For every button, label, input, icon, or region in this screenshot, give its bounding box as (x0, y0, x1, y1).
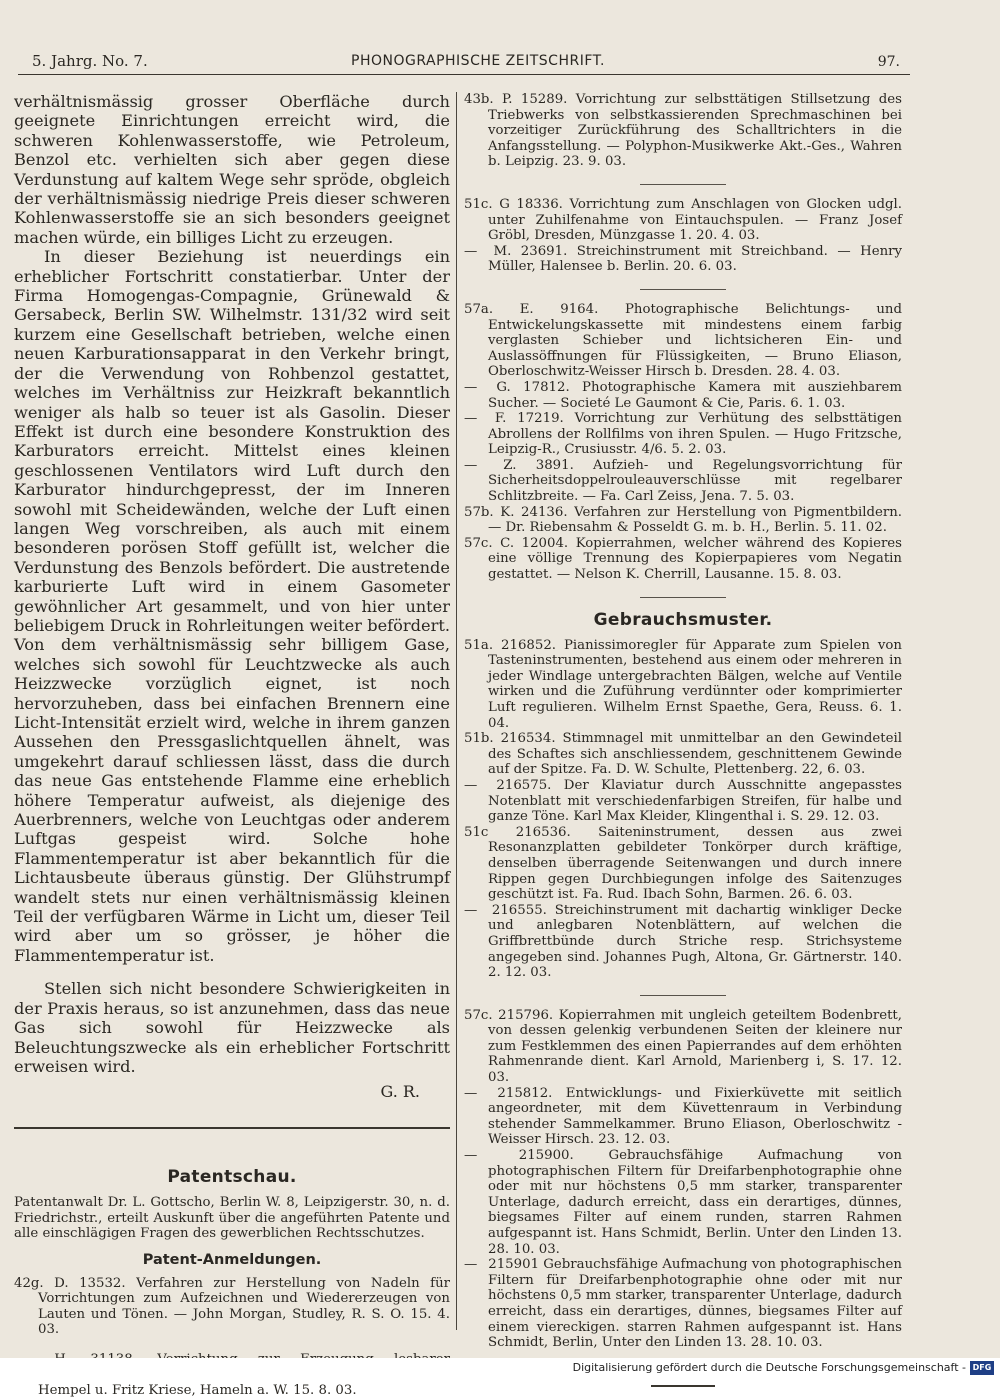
right-column (464, 92, 902, 1351)
patentschau-title: Patentschau. (167, 1167, 297, 1188)
article-paragraph-2: In dieser Beziehung ist neuerdings ein erheblicher Fortschritt constatierbar. Unter der Firma Homogengas-Compagnie, Grünewald & Gersabeck, Berlin SW. Wilhelmstr. 131/32 wird seit kurzem eine Gesellschaft betrieben, welche einen neuen Karburationsapparat in den Verkehr bringt, der die Verwendung von Rohbenzol gestattet, welches im Verhältniss zur Heizkraft bekanntlich weniger als halb so teuer ist als Gasolin. Dieser Effekt ist durch eine besondere Konstruktion des Karburators erreicht. Mittelst eines kleinen geschlossenen Ventilators wird Luft durch den Karburator hindurchgepresst, der im Inneren sowohl mit Scheidewänden, welche der Luft einen langen Weg vorschreiben, als auch mit einem besonderen porösen Stoff gefüllt ist, welcher die Verdunstung des Benzols befördert. Die austretende karburierte Luft wird in einem Gasometer gewöhnlicher Art gesammelt, und von hier unter beliebigem Druck in Rohrleitungen weiter befördert. Von dem verhältnismässig sehr billigem Gase, welches sich sowohl für Leuchtzwecke als auch Heizzwecke vorzüglich eignet, ist noch hervorzuheben, dass bei einfachen Brennern eine Licht-Intensität erzielt wird, welche in ihrem ganzen Aussehen den Pressgaslichtquellen ähnelt, was umgekehrt darauf schliessen lässt, dass die durch das neue Gas entstehende Flamme eine erheblich höhere Temperatur aufweist, als diejenige des Auerbrenners, welche von Leuchtgas oder anderem Luftgas gespeist wird. Solche hohe Flammentemperatur ist aber bekanntlich für die Lichtausbeute überaus günstig. Der Glühstrumpf wandelt stets nur einen verhältnismässig kleinen Teil der verfügbaren Wärme in Licht um, dieser Teil wird aber um so grösser, je höher die Flammentemperatur ist. (14, 247, 450, 965)
column-divider (456, 92, 457, 1330)
list-item: — 216575. Der Klaviatur durch Ausschnitte angepasstes Notenblatt mit verschiedenfarbigen Streifen, für halbe und ganze Töne. Karl Max Kleider, Klingenthal i. S. 29. 12. 03. (464, 777, 902, 825)
list-item: 57c. 215796. Kopierrahmen mit ungleich geteiltem Bodenbrett, von dessen gelenkig verbundenen Seiten der kleinere nur zum Festklemmen des einen Papierrandes auf dem erhöhten Rahmenrande dient. Karl Arnold, Marienberg i, S. 17. 12. 03. (464, 1007, 902, 1086)
list-item: 57a. E. 9164. Photographische Belichtungs- und Entwickelungskassette mit mindestens einem farbig verglasten Schieber und lichtsicheren Ein- und Auslassöffnungen für Flüssigkeiten, — Bruno Eliason, Oberloschwitz-Weisser Hirsch b. Dresden. 28. 4. 03. (464, 301, 902, 380)
article-signature: G. R. (380, 1082, 420, 1102)
section-divider (14, 1127, 450, 1129)
list-item: 57b. K. 24136. Verfahren zur Herstellung von Pigmentbildern. — Dr. Riebensahm & Posseldt G. m. b. H., Berlin. 5. 11. 02. (464, 504, 902, 536)
article-paragraph-1: verhältnismässig grosser Oberfläche durch geeignete Einrichtungen erreicht wird, die schweren Kohlenwasserstoffe, wie Petroleum, Benzol etc. verhielten sich aber gegen diese Verdunstung auf kaltem Wege sehr spröde, obgleich der verhältnismässig niedrige Preis dieser schweren Kohlenwasserstoffe sie an sich besonders geeignet machen würde, ein billiges Licht zu erzeugen. (14, 92, 450, 247)
left-column (14, 92, 450, 1399)
list-item: 51c. G 18336. Vorrichtung zum Anschlagen von Glocken udgl. unter Zuhilfenahme von Eintauchspulen. — Franz Josef Gröbl, Dresden, Münzgasse 1. 20. 4. 03. (464, 196, 902, 244)
patentschau-intro: Patentanwalt Dr. L. Gottscho, Berlin W. 8, Leipzigerstr. 30, n. d. Friedrichstr., erteilt Auskunft über die angeführten Patente und alle einschlägigen Fragen des gewerblichen Rechtsschutzes. (14, 1195, 450, 1242)
page-header (18, 48, 910, 75)
entry-separator (640, 995, 726, 996)
list-item: 43b. P. 15289. Vorrichtung zur selbsttätigen Stillsetzung des Triebwerks von selbstkassierenden Sprechmaschinen bei vorzeitiger Zurückführung des Schalltrichters in die Anfangsstellung. — Polyphon-Musikwerke Akt.-Ges., Wahren b. Leipzig. 23. 9. 03. (464, 92, 902, 170)
list-item: 51a. 216852. Pianissimoregler für Apparate zum Spielen von Tasteninstrumenten, bestehend aus einem oder mehreren in jeder Windlage untergebrachten Bälgen, welche auf Ventile wirken und die Zuführung verdünnter oder komprimierter Luft regulieren. Wilhelm Ernst Spaethe, Gera, Reuss. 6. 1. 04. (464, 637, 902, 731)
entry-separator (640, 597, 726, 598)
list-item: — G. 17812. Photographische Kamera mit ausziehbarem Sucher. — Societé Le Gaumont & Cie, Paris. 6. 1. 03. (464, 379, 902, 411)
entry-separator (640, 184, 726, 185)
list-item: — M. 23691. Streichinstrument mit Streichband. — Henry Müller, Halensee b. Berlin. 20. 6. 03. (464, 243, 902, 275)
article-paragraph-3: Stellen sich nicht besondere Schwierigkeiten in der Praxis heraus, so ist anzunehmen, dass das neue Gas sich sowohl für Heizzwecke als Beleuchtungszwecke als ein erheblicher Fortschritt erweisen wird. (14, 979, 450, 1076)
list-item: — 216555. Streichinstrument mit dachartig winkliger Decke und anlegbaren Notenblättern, auf welchen die Griffbrettbünde durch Striche resp. Strichsysteme angegeben sind. Johannes Pugh, Altona, Gr. Gärtnerstr. 140. 2. 12. 03. (464, 902, 902, 981)
left-entries (14, 1276, 450, 1399)
funding-notice: Digitalisierung gefördert durch die Deutsche Forschungsgemeinschaft - (572, 1361, 966, 1374)
issue-label: 5. Jahrg. No. 7. (32, 52, 148, 70)
list-item: — F. 17219. Vorrichtung zur Verhütung des selbsttätigen Abrollens der Rollfilms von ihren Spulen. — Hugo Fritzsche, Leipzig-R., Crusiusstr. 4/6. 5. 2. 03. (464, 411, 902, 458)
dfg-logo: DFG (970, 1361, 994, 1375)
journal-title: PHONOGRAPHISCHE ZEITSCHRIFT. (351, 53, 605, 69)
entry-separator (640, 289, 726, 290)
anmeldungen-title: Patent-Anmeldungen. (142, 1251, 322, 1268)
list-item: 51c 216536. Saiteninstrument, dessen aus zwei Resonanzplatten gebildeter Tonkörper durch kräftige, denselben überragende Seitenwangen und durch innere Rippen gegen Durchbiegungen infolge des Saitenzuges geschützt ist. Fa. Rud. Ibach Sohn, Barmen. 26. 6. 03. (464, 824, 902, 903)
list-item: — Z. 3891. Aufzieh- und Regelungsvorrichtung für Sicherheitsdoppelrouleauverschlüsse mit regelbarer Schlitzbreite. — Fa. Carl Zeiss, Jena. 7. 5. 03. (464, 457, 902, 505)
page-number: 97. (877, 54, 900, 70)
list-item: 51b. 216534. Stimmnagel mit unmittelbar an den Gewindeteil des Schaftes sich anschliessendem, geschnittenem Gewinde auf der Spitze. Fa. D. W. Schulte, Plettenberg. 22, 6. 03. (464, 731, 902, 778)
end-divider (651, 1385, 715, 1387)
list-item: 42g. D. 13532. Verfahren zur Herstellung von Nadeln für Vorrichtungen zum Aufzeichnen und Wiedererzeugen von Lauten und Tönen. — John Morgan, Studley, R. S. O. 15. 4. 03. (14, 1275, 450, 1338)
list-item: Hempel u. Fritz Kriese, Hameln a. W. 15. 8. 03. (38, 1383, 357, 1399)
list-item: — 215812. Entwicklungs- und Fixierküvette mit seitlich angeordneter, mit dem Küvettenraum in Verbindung stehender Sammelkammer. Bruno Eliason, Oberloschwitz - Weisser Hirsch. 23. 12. 03. (464, 1085, 902, 1148)
footer-bar (0, 1358, 1000, 1379)
list-item: — 215900. Gebrauchsfähige Aufmachung von photographischen Filtern für Dreifarbenphotographie ohne oder mit nur höchstens 0,5 mm starker, transparenter Unterlage, dadurch erreicht, dass ein derartiges, dünnes, biegsames Filter auf einem runden, starren Rahmen aufgespannt ist. Hans Schmidt, Berlin. Unter den Linden 13. 28. 10. 03. (464, 1148, 902, 1257)
gebrauchsmuster-title: Gebrauchsmuster. (593, 609, 773, 630)
list-item: 57c. C. 12004. Kopierrahmen, welcher während des Kopieres eine völlige Trennung des Kopierpapieres vom Negatin gestattet. — Nelson K. Cherrill, Lausanne. 15. 8. 03. (464, 535, 902, 583)
list-item: — 215901 Gebrauchsfähige Aufmachung von photographischen Filtern für Dreifarbenphotographie ohne oder mit nur höchstens 0,5 mm starker, transparenter Unterlage, dadurch erreicht, dass ein derartiges, dünnes, biegsames Filter auf einem viereckigen. starren Rahmen aufgespannt ist. Hans Schmidt, Berlin, Unter den Linden 13. 28. 10. 03. (464, 1257, 902, 1351)
